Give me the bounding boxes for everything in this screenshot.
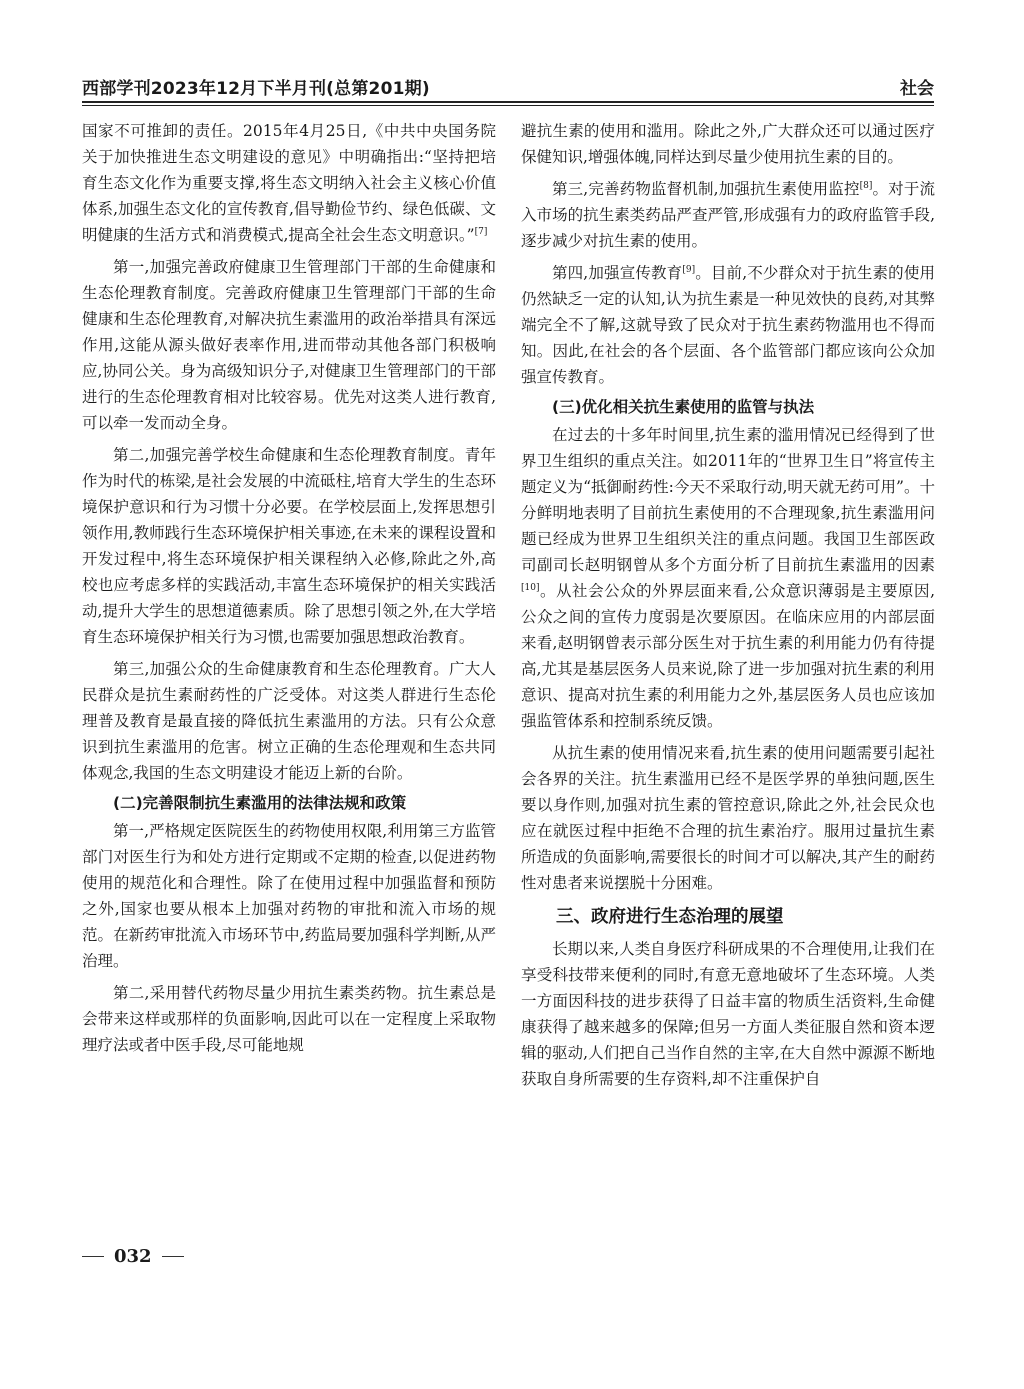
left-column — [82, 118, 496, 1228]
paragraph: 避抗生素的使用和滥用。除此之外,广大群众还可以通过医疗保健知识,增强体魄,同样达到尽量少使用抗生素的目的。 — [521, 122, 935, 166]
citation-ref: [8] — [859, 180, 873, 191]
paragraph: 国家不可推卸的责任。2015年4月25日,《中共中央国务院关于加快推进生态文明建设的意见》中明确指出:“坚持把培育生态文化作为重要支撑,将生态文明纳入社会主义核心价值体系,加强生态文化的宣传教育,倡导勤俭节约、绿色低碳、文明健康的生活方式和消费模式,提高全社会生态文明意识。”[7] — [82, 122, 496, 244]
page-footer — [82, 1244, 184, 1268]
paragraph: 第一,严格规定医院医生的药物使用权限,利用第三方监管部门对医生行为和处方进行定期或不定期的检查,以促进药物使用的规范化和合理性。除了在使用过程中加强监督和预防之外,国家也要从根本上加强对药物的审批和流入市场的规范。在新药审批流入市场环节中,药监局要加强科学判断,从严治理。 — [82, 822, 496, 970]
paragraph: 第四,加强宣传教育[9]。目前,不少群众对于抗生素的使用仍然缺乏一定的认知,认为抗生素是一种见效快的良药,对其弊端完全不了解,这就导致了民众对于抗生素药物滥用也不得而知。因此,在社会的各个层面、各个监管部门都应该向公众加强宣传教育。 — [521, 264, 935, 386]
paragraph: 从抗生素的使用情况来看,抗生素的使用问题需要引起社会各界的关注。抗生素滥用已经不是医学界的单独问题,医生要以身作则,加强对抗生素的管控意识,除此之外,社会民众也应在就医过程中拒绝不合理的抗生素治疗。服用过量抗生素所造成的负面影响,需要很长的时间才可以解决,其产生的耐药性对患者来说摆脱十分困难。 — [521, 744, 935, 892]
paragraph: 第三,加强公众的生命健康教育和生态伦理教育。广大人民群众是抗生素耐药性的广泛受体。对这类人群进行生态伦理普及教育是最直接的降低抗生素滥用的方法。只有公众意识到抗生素滥用的危害。树立正确的生态伦理观和生态共同体观念,我国的生态文明建设才能迈上新的台阶。 — [82, 660, 496, 782]
paragraph: 第二,加强完善学校生命健康和生态伦理教育制度。青年作为时代的栋梁,是社会发展的中流砥柱,培育大学生的生态环境保护意识和行为习惯十分必要。在学校层面上,发挥思想引领作用,教师践行生态环境保护相关事迹,在未来的课程设置和开发过程中,将生态环境保护相关课程纳入必修,除此之外,高校也应考虑多样的实践活动,丰富生态环境保护的相关实践活动,提升大学生的思想道德素质。除了思想引领之外,在大学培育生态环境保护相关行为习惯,也需要加强思想政治教育。 — [82, 446, 496, 646]
citation-ref: [7] — [474, 226, 488, 237]
paragraph: 长期以来,人类自身医疗科研成果的不合理使用,让我们在享受科技带来便利的同时,有意无意地破坏了生态环境。人类一方面因科技的进步获得了日益丰富的物质生活资料,生命健康获得了越来越多的保障;但另一方面人类征服自然和资本逻辑的驱动,人们把自己当作自然的主宰,在大自然中源源不断地获取自身所需要的生存资料,却不注重保护自 — [521, 940, 935, 1088]
subsection-heading: (三)优化相关抗生素使用的监管与执法 — [552, 398, 815, 416]
footer-dash-left — [82, 1256, 104, 1257]
header-rule-thin — [82, 105, 934, 106]
section-label: 社会 — [900, 79, 934, 99]
right-column — [521, 118, 935, 1228]
citation-ref: [9] — [682, 264, 696, 275]
running-header — [82, 68, 934, 108]
footer-dash-right — [162, 1256, 184, 1257]
paragraph: 第三,完善药物监督机制,加强抗生素使用监控[8]。对于流入市场的抗生素类药品严查严管,形成强有力的政府监管手段,逐步减少对抗生素的使用。 — [521, 180, 935, 250]
paragraph: 第二,采用替代药物尽量少用抗生素类药物。抗生素总是会带来这样或那样的负面影响,因此可以在一定程度上采取物理疗法或者中医手段,尽可能地规 — [82, 984, 496, 1054]
citation-ref: [10] — [521, 582, 540, 593]
paragraph: 在过去的十多年时间里,抗生素的滥用情况已经得到了世界卫生组织的重点关注。如2011年的“世界卫生日”将宣传主题定义为“抵御耐药性:今天不采取行动,明天就无药可用”。十分鲜明地表明了目前抗生素使用的不合理现象,抗生素滥用问题已经成为世界卫生组织关注的重点问题。我国卫生部医政司副司长赵明钢曾从多个方面分析了目前抗生素滥用的因素[10]。从社会公众的外界层面来看,公众意识薄弱是主要原因,公众之间的宣传力度弱是次要原因。在临床应用的内部层面来看,赵明钢曾表示部分医生对于抗生素的利用能力仍有待提高,尤其是基层医务人员来说,除了进一步加强对抗生素的利用意识、提高对抗生素的利用能力之外,基层医务人员也应该加强监管体系和控制系统反馈。 — [521, 426, 935, 730]
page-number: 032 — [114, 1245, 152, 1267]
section-heading: 三、政府进行生态治理的展望 — [556, 907, 784, 927]
subsection-heading: (二)完善限制抗生素滥用的法律法规和政策 — [113, 794, 407, 812]
journal-title: 西部学刊2023年12月下半月刊(总第201期) — [82, 79, 430, 99]
paragraph: 第一,加强完善政府健康卫生管理部门干部的生命健康和生态伦理教育制度。完善政府健康卫生管理部门干部的生命健康和生态伦理教育,对解决抗生素滥用的政治举措具有深远作用,这能从源头做好表率作用,进而带动其他各部门积极响应,协同公关。身为高级知识分子,对健康卫生管理部门的干部进行的生态伦理教育相对比较容易。优先对这类人进行教育,可以牵一发而动全身。 — [82, 258, 496, 432]
header-rule-thick — [82, 101, 934, 103]
